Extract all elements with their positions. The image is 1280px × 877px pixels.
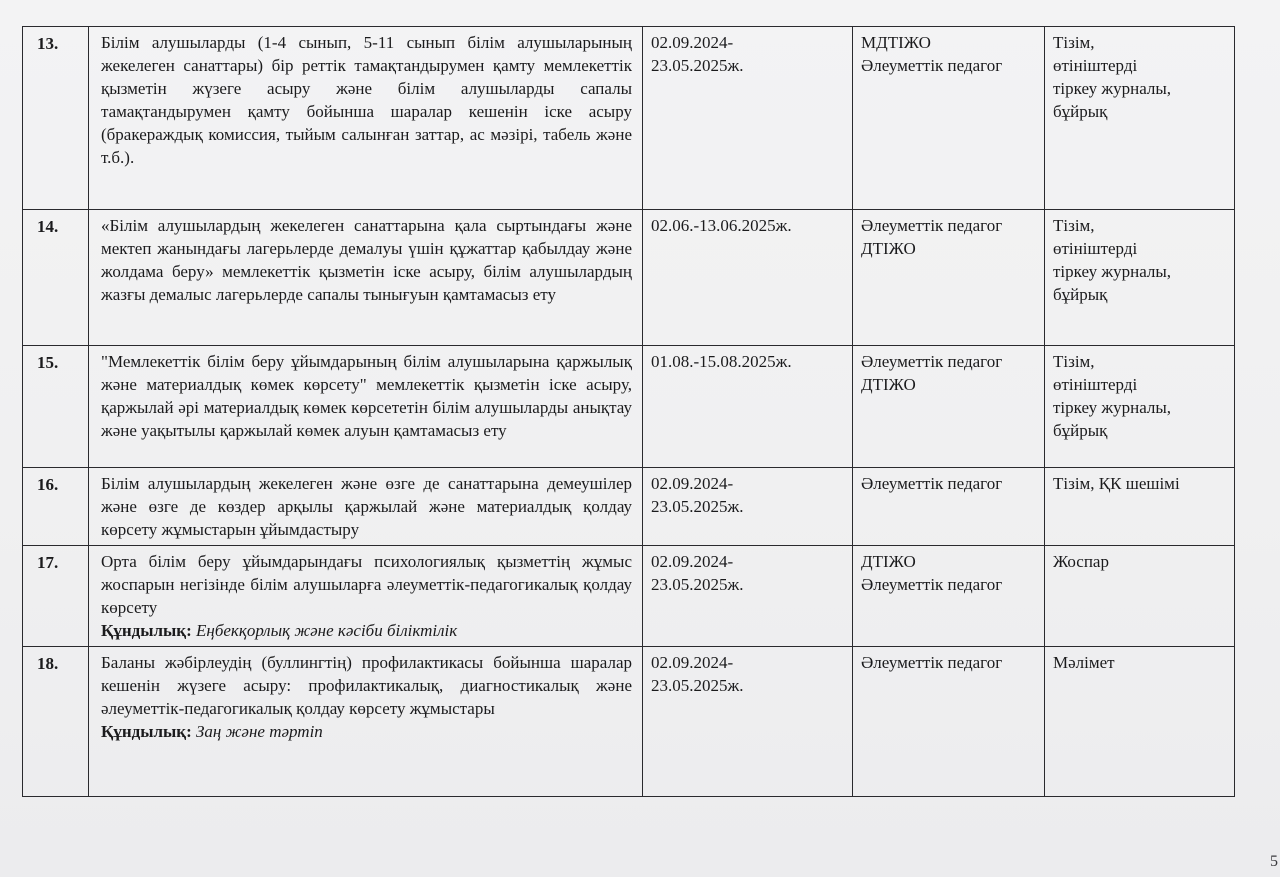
value-line <box>101 619 632 642</box>
row-responsible <box>853 647 1045 797</box>
responsible-line: ДТІЖО <box>861 375 916 394</box>
row-responsible <box>853 210 1045 346</box>
form-line: тіркеу журналы, <box>1053 398 1172 417</box>
form-line: Тізім, <box>1053 33 1095 52</box>
row-completion-form <box>1045 546 1235 647</box>
responsible-line: ДТІЖО <box>861 239 916 258</box>
value-label: Құндылық: <box>101 722 192 741</box>
description-text: "Мемлекеттік білім беру ұйымдарының білім алушыларына қаржылық және материалдық көмек көрсету" мемлекеттік қызметін іске асыру, қаржылай әрі материалдық көмек көрсететін білім алушыларды анықтау және уақытылы қаржылай көмек алуын қамтамасыз ету <box>101 352 632 440</box>
responsible-line: МДТІЖО <box>861 33 931 52</box>
date-line: 02.09.2024- <box>651 552 734 571</box>
row-responsible <box>853 27 1045 210</box>
form-line: Тізім, ҚК шешімі <box>1053 474 1180 493</box>
row-date <box>643 210 853 346</box>
row-number: 18. <box>23 647 89 797</box>
date-line: 23.05.2025ж. <box>651 56 744 75</box>
row-description <box>89 647 643 797</box>
row-description <box>89 346 643 468</box>
form-line: тіркеу журналы, <box>1053 262 1172 281</box>
responsible-line: Әлеуметтік педагог <box>861 474 1003 493</box>
table-row <box>23 468 1235 546</box>
row-number: 14. <box>23 210 89 346</box>
row-completion-form <box>1045 210 1235 346</box>
form-line: Тізім, <box>1053 216 1095 235</box>
row-description <box>89 468 643 546</box>
row-responsible <box>853 546 1045 647</box>
row-number: 15. <box>23 346 89 468</box>
form-line: Жоспар <box>1053 552 1109 571</box>
row-number: 16. <box>23 468 89 546</box>
form-line: өтініштерді <box>1053 375 1138 394</box>
date-line: 23.05.2025ж. <box>651 676 744 695</box>
row-completion-form <box>1045 647 1235 797</box>
date-line: 02.09.2024- <box>651 653 734 672</box>
date-line: 23.05.2025ж. <box>651 497 744 516</box>
row-description <box>89 546 643 647</box>
responsible-line: Әлеуметтік педагог <box>861 575 1003 594</box>
value-label: Құндылық: <box>101 621 192 640</box>
row-completion-form <box>1045 468 1235 546</box>
description-text: Білім алушыларды (1-4 сынып, 5-11 сынып білім алушыларының жекелеген санаттары) бір реттік тамақтандырумен қамту мемлекеттік қызметін жүзеге асыру және білім алушыларды сапалы тамақтандырумен қамту бойынша шаралар кешенін іске асыру (бракераждық комиссия, тыйым салынған заттар, ас мәзірі, табель және т.б.). <box>101 33 632 167</box>
value-line <box>101 720 632 743</box>
date-line: 02.09.2024- <box>651 33 734 52</box>
description-text: «Білім алушылардың жекелеген санаттарына қала сыртындағы және мектеп жанындағы лагерьлерде демалуы үшін құжаттар қабылдау және жолдама беру» мемлекеттік қызметін іске асыру, білім алушылардың жазғы демалыс лагерьлерде сапалы тынығуын қамтамасыз ету <box>101 216 632 304</box>
responsible-line: Әлеуметтік педагог <box>861 56 1003 75</box>
form-line: бұйрық <box>1053 285 1108 304</box>
row-number: 13. <box>23 27 89 210</box>
form-line: өтініштерді <box>1053 56 1138 75</box>
responsible-line: ДТІЖО <box>861 552 916 571</box>
responsible-line: Әлеуметтік педагог <box>861 216 1003 235</box>
form-line: бұйрық <box>1053 421 1108 440</box>
row-date <box>643 27 853 210</box>
table-row <box>23 346 1235 468</box>
row-date <box>643 647 853 797</box>
form-line: Тізім, <box>1053 352 1095 371</box>
row-description <box>89 210 643 346</box>
row-completion-form <box>1045 27 1235 210</box>
row-date <box>643 346 853 468</box>
description-text: Білім алушылардың жекелеген және өзге де санаттарына демеушілер және өзге де көздер арқылы қаржылай және материалдық қолдау көрсету жұмыстарын ұйымдастыру <box>101 474 632 539</box>
value-text: Заң және тәртіп <box>196 722 323 741</box>
date-line: 02.09.2024- <box>651 474 734 493</box>
table-row <box>23 27 1235 210</box>
form-line: бұйрық <box>1053 102 1108 121</box>
description-text: Баланы жәбірлеудің (буллингтің) профилактикасы бойынша шаралар кешенін жүзеге асыру: профилактикалық, диагностикалық және әлеуметтік-педагогикалық қолдау көрсету жұмыстары <box>101 653 632 718</box>
table-row <box>23 210 1235 346</box>
row-date <box>643 546 853 647</box>
form-line: тіркеу журналы, <box>1053 79 1172 98</box>
value-text: Еңбекқорлық және кәсіби біліктілік <box>196 621 458 640</box>
date-line: 01.08.-15.08.2025ж. <box>651 352 792 371</box>
table-row <box>23 546 1235 647</box>
row-responsible <box>853 346 1045 468</box>
form-line: өтініштерді <box>1053 239 1138 258</box>
responsible-line: Әлеуметтік педагог <box>861 352 1003 371</box>
page-number: 5 <box>1270 853 1278 870</box>
row-completion-form <box>1045 346 1235 468</box>
document-page <box>22 26 1234 797</box>
date-line: 23.05.2025ж. <box>651 575 744 594</box>
date-line: 02.06.-13.06.2025ж. <box>651 216 792 235</box>
row-description <box>89 27 643 210</box>
description-text: Орта білім беру ұйымдарындағы психологиялық қызметтің жұмыс жоспарын негізінде білім алушыларға әлеуметтік-педагогикалық қолдау көрсету <box>101 552 632 617</box>
row-date <box>643 468 853 546</box>
plan-table <box>22 26 1235 797</box>
form-line: Мәлімет <box>1053 653 1115 672</box>
table-row <box>23 647 1235 797</box>
row-responsible <box>853 468 1045 546</box>
responsible-line: Әлеуметтік педагог <box>861 653 1003 672</box>
row-number: 17. <box>23 546 89 647</box>
